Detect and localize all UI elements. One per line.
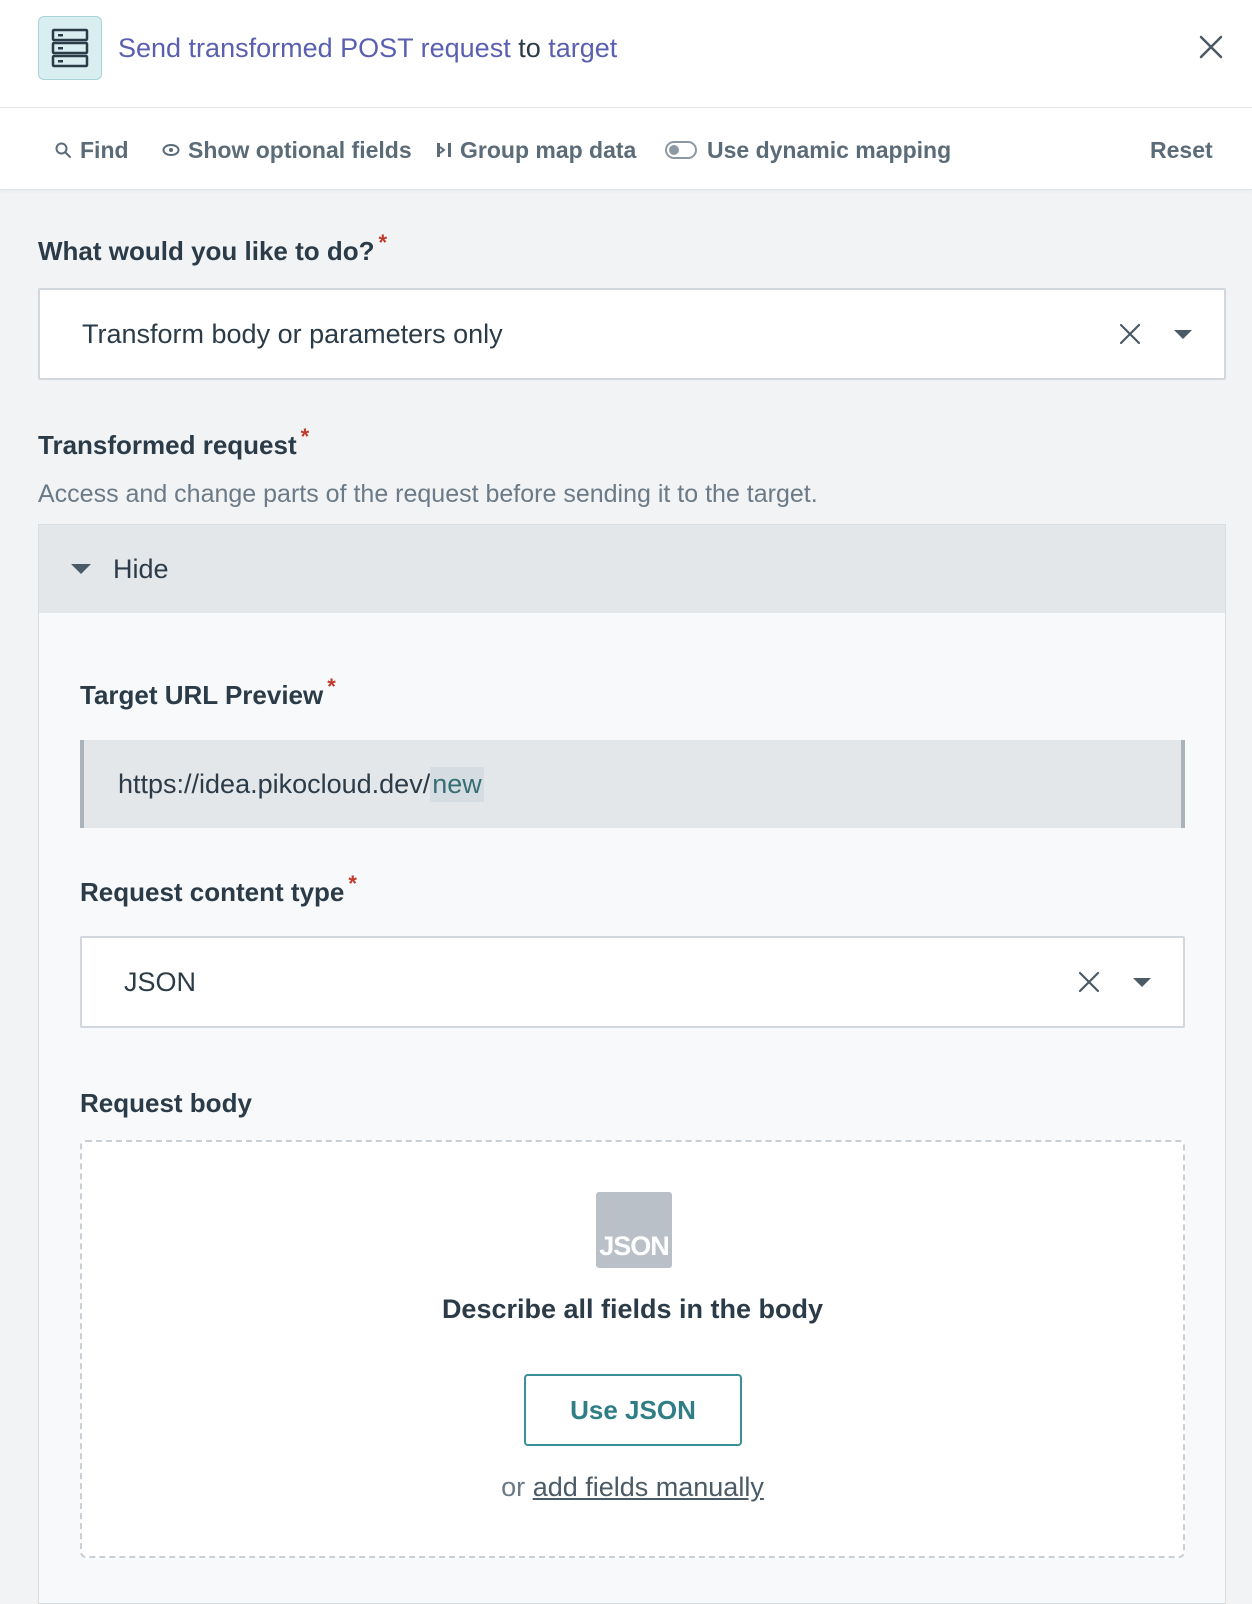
eye-icon <box>162 143 180 157</box>
url-base: https://idea.pikocloud.dev/ <box>118 768 431 799</box>
caret-down-icon <box>71 564 91 574</box>
target-url-preview <box>80 740 1185 828</box>
hide-label: Hide <box>113 553 169 584</box>
title-connector: to <box>518 33 541 63</box>
modal-header <box>0 0 1252 108</box>
toggle-switch[interactable] <box>665 141 697 159</box>
content-type-select[interactable] <box>80 936 1185 1028</box>
transformed-request-hint: Access and change parts of the request before sending it to the target. <box>38 480 818 508</box>
action-field-label <box>38 230 388 267</box>
reset-button[interactable] <box>1150 136 1213 164</box>
show-optional-label: Show optional fields <box>188 136 412 163</box>
url-path-pill: new <box>430 767 484 802</box>
content-type-label-text: Request content type <box>80 877 345 907</box>
group-map-label: Group map data <box>460 136 637 163</box>
clear-selection-button[interactable] <box>1116 320 1144 348</box>
group-map-data-button[interactable] <box>436 136 636 164</box>
clear-selection-button[interactable] <box>1075 968 1103 996</box>
or-text: or <box>501 1472 526 1502</box>
required-marker: * <box>348 871 357 896</box>
find-button[interactable] <box>54 136 129 164</box>
action-label-text: What would you like to do? <box>38 236 375 266</box>
dropzone-footer <box>82 1472 1183 1503</box>
title-target-link[interactable]: target <box>548 33 618 63</box>
reset-label: Reset <box>1150 136 1213 163</box>
server-stack-icon <box>38 16 102 80</box>
dynamic-mapping-label: Use dynamic mapping <box>707 136 952 163</box>
title-action-link[interactable]: Send transformed POST request <box>118 33 511 63</box>
show-optional-fields-button[interactable] <box>162 136 412 164</box>
add-fields-manually-link[interactable]: add fields manually <box>532 1472 764 1502</box>
required-marker: * <box>327 674 336 699</box>
json-file-icon: JSON <box>596 1192 672 1268</box>
page-title <box>118 30 617 66</box>
chevron-down-icon[interactable] <box>1133 978 1151 987</box>
transformed-label-text: Transformed request <box>38 430 297 460</box>
target-url-label <box>80 674 336 711</box>
chevron-down-icon[interactable] <box>1174 330 1192 339</box>
close-icon <box>1198 34 1224 60</box>
target-url-label-text: Target URL Preview <box>80 680 324 710</box>
use-json-button[interactable]: Use JSON <box>524 1374 742 1446</box>
close-icon <box>1119 323 1141 345</box>
find-label: Find <box>80 136 129 163</box>
required-marker: * <box>378 230 388 255</box>
request-body-label: Request body <box>80 1088 252 1118</box>
hide-toggle[interactable] <box>39 525 1225 613</box>
required-marker: * <box>300 424 310 449</box>
dynamic-mapping-toggle[interactable] <box>665 136 951 164</box>
content-type-label <box>80 871 357 908</box>
request-body-dropzone <box>80 1140 1185 1558</box>
close-icon <box>1078 971 1100 993</box>
search-icon <box>54 141 72 159</box>
toolbar <box>0 108 1252 190</box>
dropzone-title: Describe all fields in the body <box>441 1294 824 1324</box>
transformed-request-label <box>38 424 310 461</box>
group-icon <box>436 141 452 159</box>
close-button[interactable] <box>1196 32 1226 62</box>
action-select-value: Transform body or parameters only <box>82 318 503 349</box>
content-type-value: JSON <box>124 966 197 997</box>
action-select[interactable] <box>38 288 1226 380</box>
